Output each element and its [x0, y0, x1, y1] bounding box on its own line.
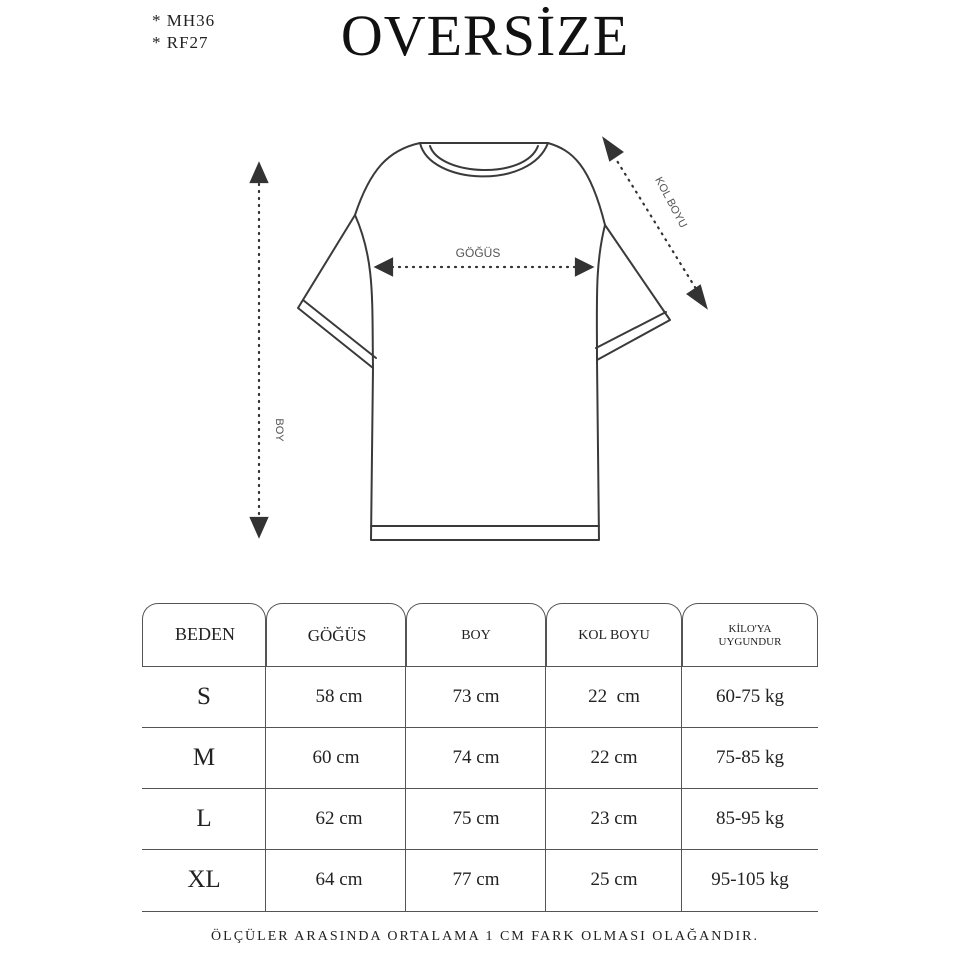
- table-header-row: [142, 603, 818, 667]
- sleeve-label: KOL BOYU: [652, 175, 690, 231]
- table-row: [142, 667, 818, 728]
- length-cell: 74 cm: [452, 747, 500, 768]
- length-cell: 75 cm: [452, 808, 500, 829]
- weight-cell: 60-75 kg: [715, 686, 785, 707]
- length-cell: 77 cm: [452, 869, 500, 890]
- size-cell: XL: [187, 866, 221, 893]
- header-size: [142, 603, 266, 667]
- header-sleeve: [546, 603, 682, 667]
- chest-cell: 64 cm: [315, 869, 363, 890]
- header-length-label: BOY: [461, 627, 491, 643]
- size-table: [142, 603, 818, 911]
- header-chest-label: GÖĞÜS: [307, 625, 367, 645]
- table-row: [142, 789, 818, 850]
- length-label: BOY: [273, 418, 285, 442]
- sleeve-cell: 23 cm: [590, 808, 638, 829]
- weight-cell: 85-95 kg: [715, 808, 785, 829]
- length-cell: 73 cm: [452, 686, 500, 707]
- header-chest: [266, 603, 406, 667]
- length-arrow: [251, 164, 267, 536]
- chest-cell: 62 cm: [315, 808, 363, 829]
- header-sleeve-label: KOL BOYU: [578, 627, 650, 643]
- sleeve-arrow: [604, 139, 706, 307]
- product-code-2: * RF27: [152, 33, 209, 52]
- left-cuff: [303, 300, 376, 358]
- collar-inner: [430, 146, 538, 170]
- chest-cell: 58 cm: [315, 686, 363, 707]
- header-weight: [682, 603, 818, 667]
- chest-arrow: [376, 259, 592, 275]
- table-row: [142, 850, 818, 911]
- product-code-1: * MH36: [152, 11, 216, 30]
- right-cuff: [596, 312, 666, 348]
- header-length: [406, 603, 546, 667]
- header-weight-label-1: KİLO'YA: [728, 622, 772, 635]
- header-size-label: BEDEN: [175, 624, 235, 644]
- chest-cell: 60 cm: [312, 747, 360, 768]
- sleeve-cell: 22 cm: [590, 747, 638, 768]
- header-weight-label-2: UYGUNDUR: [718, 635, 782, 648]
- weight-cell: 75-85 kg: [715, 747, 785, 768]
- chest-label: GÖĞÜS: [455, 246, 501, 260]
- page-title: OVERSİZE: [340, 3, 630, 68]
- collar-outer: [420, 143, 548, 176]
- size-cell: L: [196, 805, 212, 832]
- sleeve-cell: 25 cm: [590, 869, 638, 890]
- table-row: [142, 728, 818, 789]
- weight-cell: 95-105 kg: [711, 869, 789, 890]
- right-armhole-seam: [597, 225, 605, 360]
- left-armhole-seam: [355, 215, 373, 368]
- measurement-footnote: ÖLÇÜLER ARASINDA ORTALAMA 1 CM FARK OLMASI OLAĞANDIR.: [211, 929, 759, 944]
- size-cell: S: [197, 683, 211, 710]
- table-body: [142, 666, 818, 912]
- size-cell: M: [192, 744, 216, 771]
- sleeve-cell: 22 cm: [588, 686, 640, 707]
